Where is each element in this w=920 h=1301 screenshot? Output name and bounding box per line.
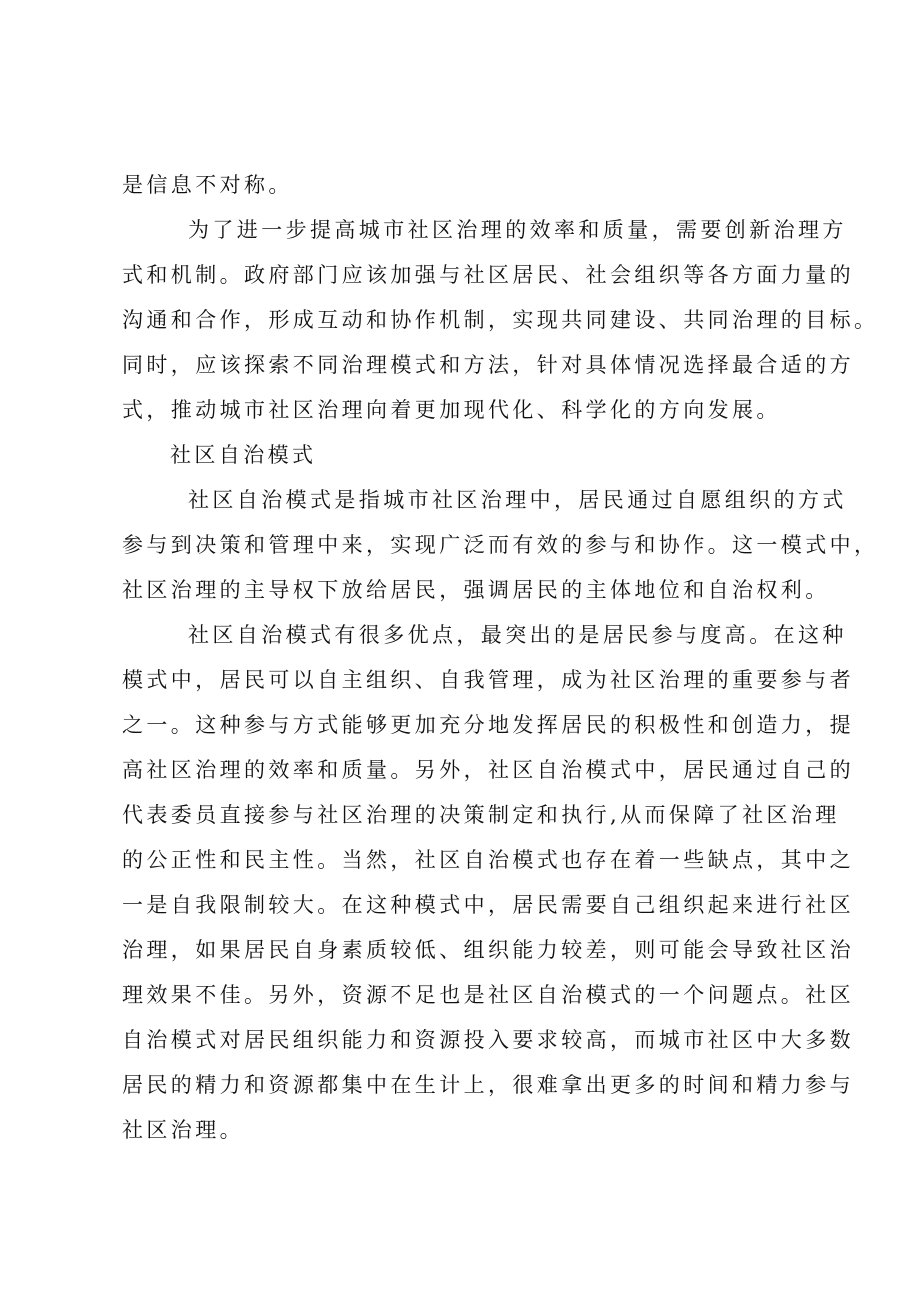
paragraph-2-line-2: 式和机制。政府部门应该加强与社区居民、社会组织等各方面力量的	[122, 263, 854, 287]
paragraph-4-line-7: 一是自我限制较大。在这种模式中，居民需要自己组织起来进行社区	[122, 893, 854, 917]
paragraph-4-line-8: 治理，如果居民自身素质较低、组织能力较差，则可能会导致社区治	[122, 938, 854, 962]
paragraph-4-line-4: 高社区治理的效率和质量。另外，社区自治模式中，居民通过自己的	[122, 758, 854, 782]
paragraph-2-line-3: 沟通和合作，形成互动和协作机制，实现共同建设、共同治理的目标。	[122, 308, 879, 332]
paragraph-4-line-11: 居民的精力和资源都集中在生计上，很难拿出更多的时间和精力参与	[122, 1073, 854, 1097]
section-heading: 社区自治模式	[170, 443, 317, 467]
paragraph-4-line-12: 社区治理。	[122, 1118, 244, 1142]
paragraph-4-line-1: 社区自治模式有很多优点，最突出的是居民参与度高。在这种	[188, 623, 847, 647]
paragraph-4-line-2: 模式中，居民可以自主组织、自我管理，成为社区治理的重要参与者	[122, 668, 854, 692]
paragraph-4-line-9: 理效果不佳。另外，资源不足也是社区自治模式的一个问题点。社区	[122, 983, 854, 1007]
paragraph-3-line-2: 参与到决策和管理中来，实现广泛而有效的参与和协作。这一模式中，	[122, 533, 879, 557]
paragraph-4-line-6: 的公正性和民主性。当然，社区自治模式也存在着一些缺点，其中之	[122, 848, 854, 872]
paragraph-4-line-3: 之一。这种参与方式能够更加充分地发挥居民的积极性和创造力，提	[122, 713, 854, 737]
paragraph-3-line-3: 社区治理的主导权下放给居民，强调居民的主体地位和自治权利。	[122, 578, 830, 602]
paragraph-2-line-1: 为了进一步提高城市社区治理的效率和质量，需要创新治理方	[188, 218, 847, 242]
paragraph-2-line-4: 同时，应该探索不同治理模式和方法，针对具体情况选择最合适的方	[122, 353, 854, 377]
paragraph-1-line-1: 是信息不对称。	[122, 173, 293, 197]
paragraph-4-line-10: 自治模式对居民组织能力和资源投入要求较高，而城市社区中大多数	[122, 1028, 854, 1052]
paragraph-2-line-5: 式，推动城市社区治理向着更加现代化、科学化的方向发展。	[122, 398, 781, 422]
paragraph-4-line-5: 代表委员直接参与社区治理的决策制定和执行,从而保障了社区治理	[122, 803, 840, 827]
paragraph-3-line-1: 社区自治模式是指城市社区治理中，居民通过自愿组织的方式	[188, 488, 847, 512]
